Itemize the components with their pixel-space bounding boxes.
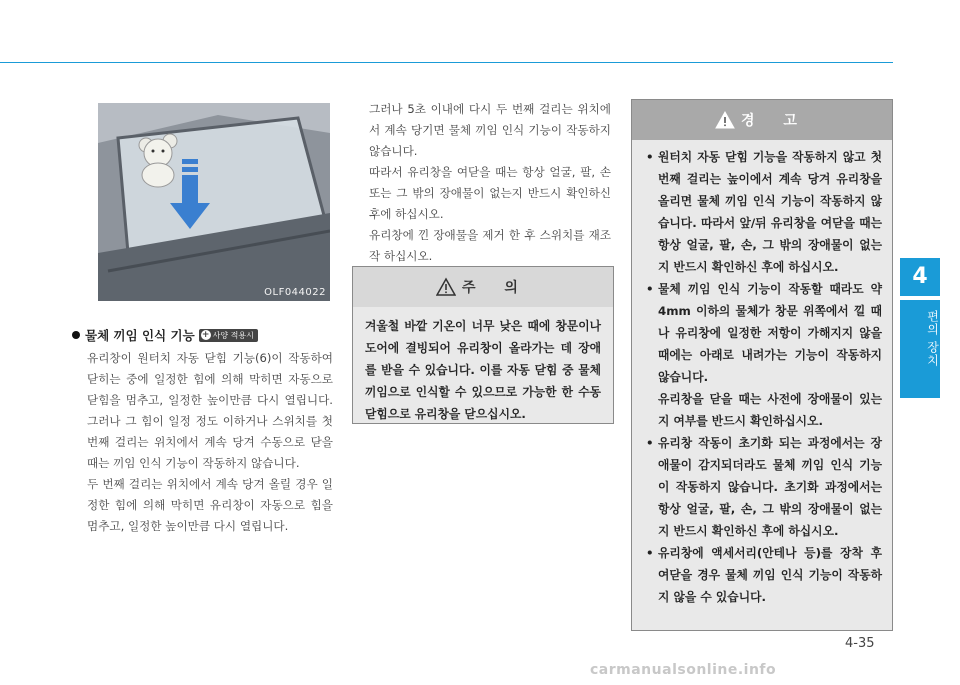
- chapter-divider: [900, 296, 940, 300]
- feature-body: 유리창이 원터치 자동 닫힘 기능(6)이 작동하여 닫히는 중에 일정한 힘에 의해 막히면 자동으로 닫힘을 멈추고, 일정한 높이만큼 다시 열립니다. 그러나 그 힘이 일정 정도 이하거나 스위치를 첫 번째 걸리는 위치에서 계속 당겨 수동으로 닫을 때는 끼임 인식 기능이 작동하지 않습니다. 두 번째 걸리는 위치에서 계속 당겨 올릴 경우 일정한 힘에 의해 막히면 유리창이 자동으로 힘을 멈추고, 일정한 높이만큼 다시 열립니다.: [87, 351, 333, 533]
- warning-title: 경 고: [741, 113, 809, 129]
- car-window-drawing: [98, 103, 330, 301]
- caution-title: 주 의: [462, 280, 530, 296]
- caution-triangle-icon: [436, 277, 456, 297]
- plus-icon: +: [201, 330, 210, 340]
- feature-title: 물체 끼임 인식 기능: [85, 328, 195, 343]
- middle-body: 그러나 5초 이내에 다시 두 번째 걸리는 위치에서 계속 당기면 물체 끼임 인식 기능이 작동하지 않습니다. 따라서 유리창을 여닫을 때는 항상 얼굴, 팔, 손 또는 그 밖의 장애물이 없는지 반드시 확인하신 후에 하십시오. 유리창에 낀 장애물을 제거 한 후 스위치를 재조작 하십시오.: [369, 102, 611, 263]
- caution-header: [353, 267, 613, 307]
- warning-item: • 유리창 작동이 초기화 되는 과정에서는 장애물이 감지되더라도 물체 끼임 인식 기능이 작동하지 않습니다. 초기화 과정에서는 항상 얼굴, 팔, 손, 그 밖의 장애물이 없는지 반드시 확인하신 후에 하십시오.: [646, 436, 882, 538]
- warning-box: [631, 99, 893, 631]
- chapter-number: 4: [912, 264, 928, 289]
- watermark: carmanualsonline.info: [590, 662, 777, 678]
- optional-badge: [199, 329, 258, 342]
- page-number: 4-35: [845, 636, 875, 651]
- chapter-label: 편의 장치: [925, 310, 940, 367]
- warning-item: • 유리창에 액세서리(안테나 등)를 장착 후 여닫을 경우 물체 끼임 인식 기능이 작동하지 않을 수 있습니다.: [646, 546, 882, 604]
- window-illustration: [98, 103, 330, 301]
- header-rule: [0, 62, 893, 63]
- feature-heading: [72, 326, 342, 344]
- optional-badge-label: 사양 적용시: [212, 330, 254, 340]
- warning-triangle-icon: [715, 110, 735, 130]
- warning-list: [632, 140, 892, 608]
- figure-code: OLF044022: [264, 287, 326, 298]
- caution-text: 겨울철 바깥 기온이 너무 낮은 때에 창문이나 도어에 결빙되어 유리창이 올라가는 데 장애를 받을 수 있습니다. 이를 자동 닫힘 중 물체 끼임으로 인식할 수 있으므로 가능한 한 수동 닫힘으로 유리창을 닫으십시오.: [365, 319, 601, 421]
- heading-bullet-icon: [72, 331, 80, 339]
- chapter-tab: [900, 258, 940, 398]
- warning-item: • 원터치 자동 닫힘 기능을 작동하지 않고 첫 번째 걸리는 높이에서 계속 당겨 유리창을 올리면 물체 끼임 인식 기능이 작동하지 않습니다. 따라서 앞/뒤 유리창을 여닫을 때는 항상 얼굴, 팔, 손, 그 밖의 장애물이 없는지 반드시 확인하신 후에 하십시오.: [646, 150, 882, 274]
- caution-box: [352, 266, 614, 424]
- warning-item: • 물체 끼임 인식 기능이 작동할 때라도 약 4mm 이하의 물체가 창문 위쪽에서 낄 때나 유리창에 일정한 저항이 가해지지 않을 때에는 아래로 내려가는 기능이 작동하지 않습니다. 유리창을 닫을 때는 사전에 장애물이 있는지 여부를 반드시 확인하십시오.: [646, 282, 882, 428]
- warning-header: [632, 100, 892, 140]
